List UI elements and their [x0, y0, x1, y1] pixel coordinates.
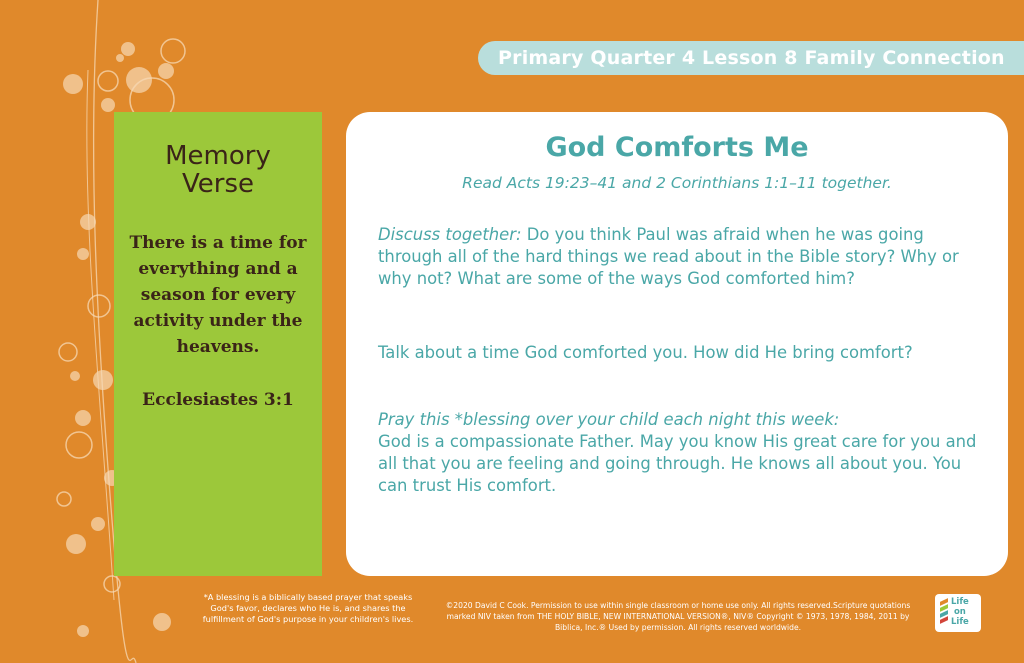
- lesson-card: [346, 112, 1008, 576]
- logo-text: [951, 597, 969, 627]
- copyright-notice: ©2020 David C Cook. Permission to use within single classroom or home use only. All rights reserved.Scripture quotations marked NIV taken from THE HOLY BIBLE, NEW INTERNATIONAL VERSION®, NIV® Copyright © 1973, 1978, 1984, 2011 by Biblica, Inc.® Used by permission. All rights reserved worldwide.: [445, 601, 911, 632]
- memory-verse-heading: [114, 142, 322, 198]
- reading-instruction: Read Acts 19:23–41 and 2 Corinthians 1:1–11 together.: [462, 174, 892, 192]
- logo-line-3: Life: [951, 617, 969, 627]
- life-on-life-logo: [935, 594, 981, 632]
- memory-verse-heading-line1: Memory: [165, 141, 271, 171]
- prayer-label: Pray this *blessing over your child each night this week:: [378, 410, 840, 429]
- logo-line-1: Life: [951, 597, 969, 607]
- discuss-text: Do you think Paul was afraid when he was going through all of the hard things we read about in the Bible story? Why or why not? What are some of the ways God comforted him?: [378, 225, 959, 288]
- lesson-header: Primary Quarter 4 Lesson 8 Family Connection: [478, 41, 1024, 75]
- logo-stripes-icon: [940, 600, 948, 626]
- prayer-paragraph: [378, 409, 978, 497]
- memory-verse-panel: [114, 112, 322, 576]
- blessing-footnote: *A blessing is a biblically based prayer that speaks God's favor, declares who He is, and shares the fulfillment of God's purpose in your children's lives.: [202, 592, 414, 624]
- logo-line-2: on: [953, 607, 966, 617]
- discuss-paragraph: [378, 224, 978, 290]
- prayer-text: God is a compassionate Father. May you know His great care for you and all that you are feeling and going through. He knows all about you. You can trust His comfort.: [378, 432, 977, 495]
- memory-verse-heading-line2: Verse: [182, 169, 254, 199]
- discuss-label: Discuss together:: [378, 225, 522, 244]
- talk-paragraph: Talk about a time God comforted you. How did He bring comfort?: [378, 343, 913, 362]
- memory-verse-text: There is a time for everything and a season for every activity under the heavens.: [129, 233, 307, 357]
- lesson-title: God Comforts Me: [545, 132, 809, 163]
- memory-verse-reference: Ecclesiastes 3:1: [142, 390, 294, 410]
